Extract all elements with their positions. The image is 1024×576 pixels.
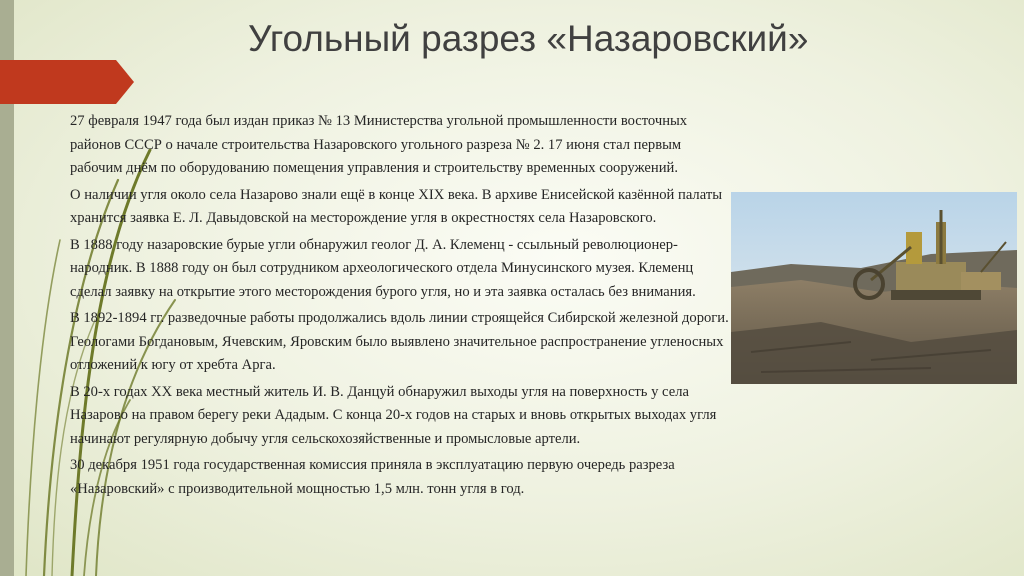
paragraph-5: В 20-х годах XX века местный житель И. В. Данцуй обнаружил выходы угля на поверхность у села Назарово на правом берегу реки Ададым. С конца 20-х годов на старых и вновь открытых выходах угля начинают регулярную добычу угля сельскохозяйственные и промысловые артели. (70, 383, 717, 447)
paragraph-2: О наличии угля около села Назарово знали ещё в конце XIX века. В архиве Енисейской казённой палаты хранится заявка Е. Л. Давыдовской на месторождение угля в окрестностях села Назаровского. (70, 186, 722, 226)
paragraph-3: В 1888 году назаровские бурые угли обнаружил геолог Д. А. Клеменц - ссыльный революционер-народник. В 1888 году он был сотрудником археологического отдела Минусинского музея. Клеменц сделал заявку на открытие этого месторождения бурого угля, но и эта заявка осталась без внимания. (70, 236, 696, 300)
body-text (70, 110, 734, 504)
paragraph-6: 30 декабря 1951 года государственная комиссия приняла в эксплуатацию первую очередь разреза «Назаровский» с производительной мощностью 1,5 млн. тонн угля в год. (70, 457, 675, 497)
paragraph-1: 27 февраля 1947 года был издан приказ № 13 Министерства угольной промышленности восточных районов СССР о начале строительства Назаровского угольного разреза № 2. 17 июня стал первым рабочим днём по оборудованию помещения управления и строительству временных сооружений. (70, 113, 688, 176)
slide-title: Угольный разрез «Назаровский» (248, 18, 809, 59)
title-ribbon (0, 60, 134, 104)
paragraph-4: В 1892-1894 гг. разведочные работы продолжались вдоль линии строящейся Сибирской железной дороги. Геологами Богдановым, Ячевским, Яровским было выявлено значительное распространение угленосных отложений к югу от хребта Арга. (70, 310, 729, 373)
excavator-photo (731, 192, 1017, 384)
